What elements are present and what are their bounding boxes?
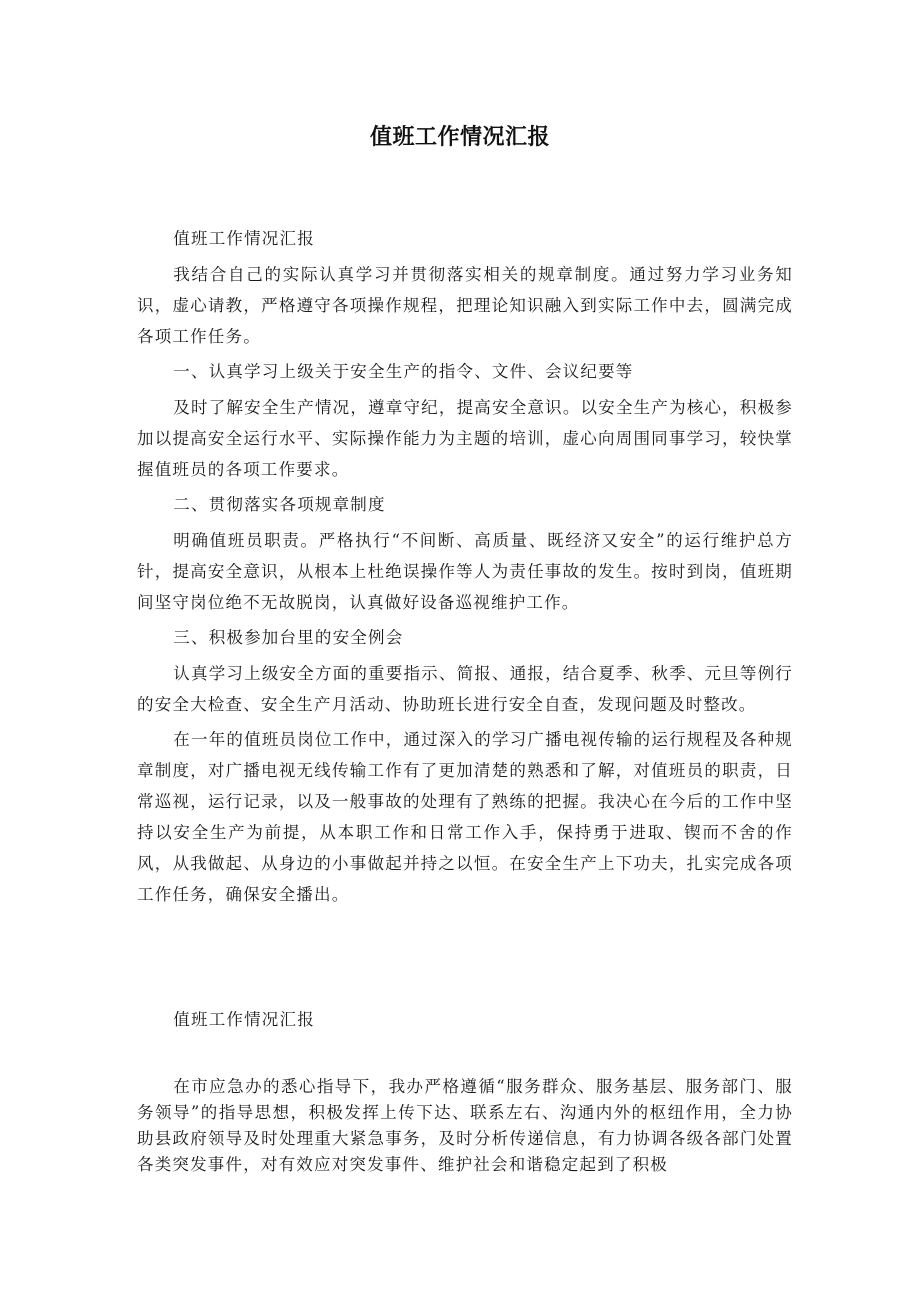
paragraph-one: 及时了解安全生产情况，遵章守纪，提高安全意识。以安全生产为核心，积极参加以提高安全运行水平、实际操作能力为主题的培训，虚心向周围同事学习，较快掌握值班员的各项工作要求。 bbox=[137, 397, 793, 479]
paragraph-three: 认真学习上级安全方面的重要指示、简报、通报，结合夏季、秋季、元旦等例行的安全大检查、安全生产月活动、协助班长进行安全自查，发现问题及时整改。 bbox=[137, 663, 793, 714]
section-1 bbox=[137, 223, 793, 910]
conclusion-paragraph: 在一年的值班员岗位工作中，通过深入的学习广播电视传输的运行规程及各种规章制度，对广播电视无线传输工作有了更加清楚的熟悉和了解，对值班员的职责，日常巡视，运行记录，以及一般事故的处理有了熟练的把握。我决心在今后的工作中坚持以安全生产为前提，从本职工作和日常工作入手，保持勇于进取、锲而不舍的作风，从我做起、从身边的小事做起并持之以恒。在安全生产上下功夫，扎实完成各项工作任务，确保安全播出。 bbox=[137, 730, 793, 904]
section-2-heading: 值班工作情况汇报 bbox=[173, 1010, 315, 1029]
section-1-heading: 值班工作情况汇报 bbox=[173, 229, 315, 248]
intro-paragraph: 我结合自己的实际认真学习并贯彻落实相关的规章制度。通过努力学习业务知识，虚心请教，严格遵守各项操作规程，把理论知识融入到实际工作中去，圆满完成各项工作任务。 bbox=[137, 264, 793, 346]
heading-three: 三、积极参加台里的安全例会 bbox=[173, 628, 404, 647]
document-title: 值班工作情况汇报 bbox=[369, 125, 550, 150]
heading-one: 一、认真学习上级关于安全生产的指令、文件、会议纪要等 bbox=[173, 362, 634, 381]
paragraph-two: 明确值班员职责。严格执行“不间断、高质量、既经济又安全”的运行维护总方针，提高安全意识，从根本上杜绝误操作等人为责任事故的发生。按时到岗，值班期间坚守岗位绝不无故脱岗，认真做好设备巡视维护工作。 bbox=[137, 530, 793, 612]
section-2-heading-block bbox=[137, 1004, 793, 1035]
section-2 bbox=[137, 1074, 793, 1178]
section-2-paragraph: 在市应急办的悉心指导下，我办严格遵循“服务群众、服务基层、服务部门、服务领导”的指导思想，积极发挥上传下达、联系左右、沟通内外的枢纽作用，全力协助县政府领导及时处理重大紧急事务，及时分析传递信息，有力协调各级各部门处置各类突发事件，对有效应对突发事件、维护社会和谐稳定起到了积极 bbox=[137, 1077, 793, 1174]
heading-two: 二、贯彻落实各项规章制度 bbox=[173, 495, 386, 514]
